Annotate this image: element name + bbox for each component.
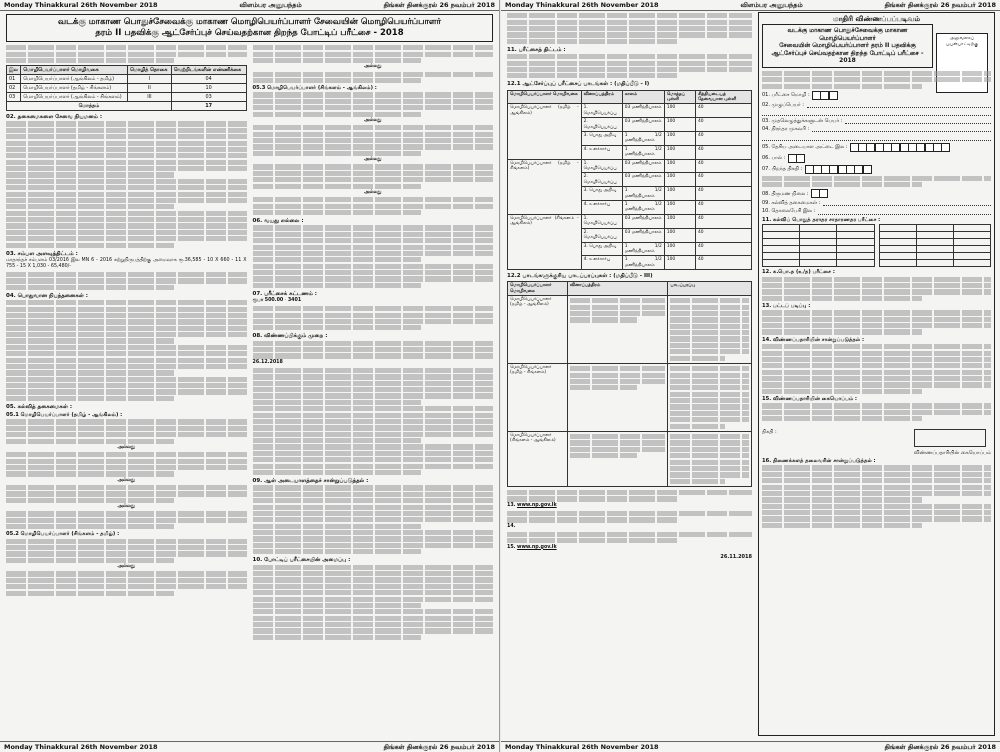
cell: 100 xyxy=(664,132,695,146)
cell: 40 xyxy=(695,187,751,201)
cell: 02 xyxy=(7,84,21,93)
checkbox-group[interactable] xyxy=(813,91,838,100)
cell: III xyxy=(128,93,172,102)
text-field[interactable] xyxy=(812,126,991,132)
salary-scale: மாதாந்தச் சம்பளம் 03/2016 இல MN 6 - 2016 சுற்றுநிருபத்திற்கு அமைவாக ரூ.36,585 - 10 X 660 - 11 X 755 - 15 X 1,030 - 65,480/- xyxy=(6,257,247,269)
form-heading xyxy=(762,24,933,68)
right-page-header xyxy=(501,0,1000,11)
signature-label: விண்ணப்பதாரியின் கையொப்பம் xyxy=(913,449,991,456)
section-053-heading: 05.3 மொழிபெயர்ப்பாளர் (சிங்களம் - ஆங்கிலம்) : xyxy=(252,85,377,92)
form-title: மாதிரி விண்ணப்பப்படிவம் xyxy=(832,15,921,23)
form-field-row xyxy=(762,200,991,206)
exam-fee: ரூபா 500.00 · 3401 xyxy=(252,298,302,304)
field-label: 09. கல்வித் தகைமைகள் : xyxy=(762,200,821,207)
cell: 03 மணித்தியாலம் xyxy=(622,173,664,187)
vacancy-header-count: வெற்றிடங்களின் எண்ணிக்கை xyxy=(171,66,246,75)
cell: மொழிபெயர்ப்பாளர் (ஆங்கிலம் - தமிழ்) xyxy=(21,75,128,84)
vacancy-header-no: இல xyxy=(7,66,21,75)
cell: 4. உளச்சார்பு xyxy=(581,145,622,159)
para-14 xyxy=(507,524,752,530)
cell: 40 xyxy=(695,201,751,215)
form-field-row xyxy=(762,102,991,108)
field-label: 10. தொலைபேசி இல : xyxy=(762,208,816,215)
cell: 100 xyxy=(664,214,695,228)
section-02-heading: 02. தகைமைகளை சேவை நியமனம் : xyxy=(6,114,103,121)
notice-title-line2: தரம் II பதவிக்கு ஆட்சேர்ப்புச் செய்வதற்கான திறந்த போட்டிப் பரீட்சை - 2018 xyxy=(95,28,404,38)
notice-title xyxy=(6,14,493,42)
date-label: திகதி : xyxy=(762,429,777,436)
section-05-heading: 05. கல்வித் தகைமைகள் : xyxy=(6,404,73,411)
para-15 xyxy=(507,545,752,551)
form-section-16: 16. திணைக்களத் தலைவரின் சான்றுப்படுத்தல் : xyxy=(762,457,876,464)
table-row xyxy=(7,84,247,93)
cell: 01 xyxy=(7,75,21,84)
form-field-row xyxy=(762,135,991,141)
and-label: அல்லது xyxy=(364,189,382,195)
cell: மொழிபெயர்ப்பாளர் (ஆங்கிலம் - சிங்களம்) xyxy=(21,93,128,102)
cell: 40 xyxy=(695,228,751,242)
cell: 40 xyxy=(695,173,751,187)
cell: 10 xyxy=(171,84,246,93)
cell: 3. பொது அறிவு xyxy=(581,187,622,201)
header-tamil-date: திங்கள் தினக்குரல் 26 நவம்பர் 2018 xyxy=(884,1,996,9)
field-label: 04. நிரந்தர முகவரி : xyxy=(762,126,810,133)
table-row xyxy=(7,75,247,84)
cell: மொழிபெயர்ப்பாளர் (சிங்களம் - ஆங்கிலம்) xyxy=(508,431,568,486)
form-section-14: 14. விண்ணப்பதாரியின் சான்றுப்படுத்தல் : xyxy=(762,336,865,343)
section-10-heading: 10. போட்டிப் பரீட்சையின் அமைப்பு : xyxy=(252,557,351,564)
footer-english-date: Monday Thinakkural 26th November 2018 xyxy=(4,743,158,751)
cell: 100 xyxy=(664,173,695,187)
section-04-heading: 04. பொதுவான நிபந்தனைகள் : xyxy=(6,292,88,299)
field-label: 07. பிறந்த திகதி : xyxy=(762,165,803,172)
cell: 03 மணித்தியாலம் xyxy=(622,159,664,173)
footer-tamil-date: திங்கள் தினக்குரல் 26 நவம்பர் 2018 xyxy=(383,743,495,751)
cell: மொழிபெயர்ப்பாளர் (தமிழ் - ஆங்கிலம்) xyxy=(508,296,568,364)
cell: மொழிபெயர்ப்பாளர் (தமிழ் - சிங்களம்) xyxy=(508,363,568,431)
field-label: 01. பரீட்சை மொழி : xyxy=(762,92,810,99)
table-row xyxy=(508,104,752,118)
text-field[interactable] xyxy=(807,102,991,108)
para-13-number: 13. xyxy=(507,502,516,508)
para-15-number: 15. xyxy=(507,544,516,550)
cell: மொழிபெயர்ப்பாளர் (தமிழ் - சிங்களம்) xyxy=(508,159,582,214)
left-page-header xyxy=(0,0,499,11)
cell: மொழிபெயர்ப்பாளர் (தமிழ் - ஆங்கிலம்) xyxy=(508,104,582,159)
cell: 1 1/2 மணித்தியாலம் xyxy=(622,145,664,159)
cell xyxy=(568,296,668,364)
form-section-13: 13. பட்டப் படிப்பு : xyxy=(762,302,811,309)
form-field-row xyxy=(762,118,991,124)
right-page-footer xyxy=(501,741,1000,752)
cell: 4. உளச்சார்பு xyxy=(581,201,622,215)
cell: 03 xyxy=(171,93,246,102)
text-field[interactable] xyxy=(823,200,991,206)
cell: 100 xyxy=(664,145,695,159)
header-section: விளம்பர அனுபந்தம் xyxy=(740,1,803,9)
cell: 2. மொழிபெயர்ப்பு xyxy=(581,173,622,187)
section-051-heading: 05.1 மொழிபெயர்ப்பாளர் (தமிழ் - ஆங்கிலம்) : xyxy=(6,412,123,419)
cell: 40 xyxy=(695,118,751,132)
revenue-code: 3401 xyxy=(287,298,302,304)
field-label: 02. முழுப்பெயர் : xyxy=(762,101,804,108)
cell: 100 xyxy=(664,159,695,173)
cell: I xyxy=(128,75,172,84)
cell xyxy=(668,363,752,431)
cell: 100 xyxy=(664,118,695,132)
exam-header-time: காலம் xyxy=(622,90,664,104)
syllabus-header-type: மொழிபெயர்ப்பாளர் மொழிவகை xyxy=(508,282,568,296)
cell: 1 1/2 மணித்தியாலம் xyxy=(622,242,664,256)
form-field-row xyxy=(762,143,991,152)
field-label: 06. பால் : xyxy=(762,154,786,161)
section-11-heading: 11. பரீட்சைத் திட்டம் : xyxy=(507,46,566,53)
table-row xyxy=(508,159,752,173)
cell: 100 xyxy=(664,228,695,242)
text-field[interactable] xyxy=(818,209,991,215)
application-form xyxy=(758,12,995,736)
notice-title-line1: வடக்கு மாகாண பொதுச்சேவைக்கு மாகாண மொழிபெயர்ப்பாளர் சேவையின் மொழிபெயர்ப்பாளர் xyxy=(57,17,442,27)
exam-header-paper: வினாப்பத்திரம் xyxy=(581,90,622,104)
cell: 04 xyxy=(171,75,246,84)
text-field[interactable] xyxy=(845,118,991,124)
cell: 3. பொது அறிவு xyxy=(581,132,622,146)
cell: 4. உளச்சார்பு xyxy=(581,256,622,270)
cell: 40 xyxy=(695,214,751,228)
cell xyxy=(668,296,752,364)
cell: 03 மணித்தியாலம் xyxy=(622,228,664,242)
cell: 100 xyxy=(664,256,695,270)
gender-boxes[interactable] xyxy=(788,154,805,163)
right-column-2 xyxy=(758,12,995,740)
signature-row xyxy=(762,429,991,456)
para-14-number: 14. xyxy=(507,523,516,529)
and-label: அல்லது xyxy=(117,444,135,450)
vacancy-table xyxy=(6,65,247,111)
para-13 xyxy=(507,503,752,509)
cell: 40 xyxy=(695,145,751,159)
cell: மொழிபெயர்ப்பாளர் (தமிழ் - சிங்களம்) xyxy=(21,84,128,93)
section-121-heading: 12.1 ஆட்சேர்ப்புப் பரீட்சைப் பாடங்கள் : (மதிப்பீடு - I) xyxy=(507,81,650,88)
text-field[interactable] xyxy=(762,110,991,116)
and-label: அல்லது xyxy=(364,117,382,123)
cell: 100 xyxy=(664,187,695,201)
section-09-heading: 09. ஆள் அடையாளத்தைச் சான்றுப்படுத்தல் : xyxy=(252,478,369,485)
exam-header-pass: சித்தியடையத் தேவையான புள்ளி xyxy=(695,90,751,104)
ol-results-table-2 xyxy=(879,224,992,267)
cell xyxy=(668,431,752,486)
syllabus-header-content: பாடப்பரப்பு xyxy=(668,282,752,296)
right-page xyxy=(501,0,1000,752)
office-use-box: அலுவலகப் பயன்பாட்டிற்கு xyxy=(936,33,988,93)
cell: 2. மொழிபெயர்ப்பு xyxy=(581,118,622,132)
fee-amount: ரூபா 500.00 xyxy=(252,298,284,304)
form-section-15: 15. விண்ணப்பதாரியின் கையொப்பம் : xyxy=(762,395,858,402)
section-052-heading: 05.2 மொழிபெயர்ப்பாளர் (சிங்களம் - தமிழ்) : xyxy=(6,531,120,538)
form-field-row xyxy=(762,154,991,163)
cell: 03 மணித்தியாலம் xyxy=(622,104,664,118)
cell: 40 xyxy=(695,242,751,256)
closing-date: 26.12.2018 xyxy=(252,359,283,365)
signature-box[interactable] xyxy=(914,429,986,447)
cell: 40 xyxy=(695,159,751,173)
cell: 3. பொது அறிவு xyxy=(581,242,622,256)
cell: மொழிபெயர்ப்பாளர் (சிங்களம் - ஆங்கிலம்) xyxy=(508,214,582,269)
form-field-row xyxy=(762,165,991,174)
table-row xyxy=(508,363,752,431)
cell: 1. மொழிபெயர்ப்பு xyxy=(581,104,622,118)
cell: 03 xyxy=(7,93,21,102)
form-heading-line1: வடக்கு மாகாண பொதுச்சேவைக்கு மாகாண மொழிபெயர்ப்பாளர் xyxy=(787,27,908,42)
dob-boxes[interactable] xyxy=(805,165,872,174)
exam-header-marks: மொத்தப் புள்ளி xyxy=(664,90,695,104)
left-column-1 xyxy=(6,44,247,641)
notice-date: 26.11.2018 xyxy=(720,553,752,560)
and-label: அல்லது xyxy=(364,157,382,163)
table-row xyxy=(508,296,752,364)
vacancy-header-group: மொழித் தொகை xyxy=(128,66,172,75)
nic-boxes[interactable] xyxy=(851,143,951,152)
cell: 1 1/2 மணித்தியாலம் xyxy=(622,201,664,215)
form-field-row xyxy=(762,208,991,214)
cell: 1. மொழிபெயர்ப்பு xyxy=(581,214,622,228)
exam-header-type: மொழிபெயர்ப்பாளர் மொழிவகை xyxy=(508,90,582,104)
marital-boxes[interactable] xyxy=(812,189,829,198)
section-06-heading: 06. வயது எல்லை : xyxy=(252,218,304,225)
and-label: அல்லது xyxy=(117,564,135,570)
right-column-1 xyxy=(507,12,752,740)
table-row xyxy=(508,431,752,486)
cell: 1. மொழிபெயர்ப்பு xyxy=(581,159,622,173)
syllabus-header-paper: வினாப்பத்திரம் xyxy=(568,282,668,296)
cell: 03 மணித்தியாலம் xyxy=(622,118,664,132)
section-122-heading: 12.2 பாடங்களுக்குரிய பாடப்பரப்புகள் : (மதிப்பீடு - III) xyxy=(507,273,653,280)
cell: 100 xyxy=(664,201,695,215)
cell: 100 xyxy=(664,242,695,256)
and-label: அல்லது xyxy=(117,477,135,483)
cell: 1 1/2 மணித்தியாலம் xyxy=(622,132,664,146)
and-label: அல்லது xyxy=(117,504,135,510)
field-label: 03. முதலெழுத்துக்களுடன் பெயர் : xyxy=(762,118,843,125)
form-heading-line2: சேவையின் மொழிபெயர்ப்பாளர் தரம் II பதவிக்கு ஆட்சேர்ப்புச் செய்வதற்கான திறந்த போட்டிப் பரீட்சை - 2018 xyxy=(771,42,924,65)
header-section: விளம்பர அனுபந்தம் xyxy=(239,1,302,9)
left-page-footer xyxy=(0,741,499,752)
cell xyxy=(568,431,668,486)
form-section-12: 12. க.பொ.த (உ/த) பரீட்சை : xyxy=(762,269,835,276)
syllabus-table xyxy=(507,281,752,487)
website-link-1[interactable]: www.np.gov.lk xyxy=(517,502,557,508)
website-link-2[interactable]: www.np.gov.lk xyxy=(517,544,557,550)
form-field-row xyxy=(762,110,991,116)
cell: 03 மணித்தியாலம் xyxy=(622,214,664,228)
footer-english-date: Monday Thinakkural 26th November 2018 xyxy=(505,743,659,751)
table-row xyxy=(508,214,752,228)
vacancy-header-type: மொழிபெயர்ப்பாளர் மொழிவகை xyxy=(21,66,128,75)
header-tamil-date: திங்கள் தினக்குரல் 26 நவம்பர் 2018 xyxy=(383,1,495,9)
section-07-heading: 07. பரீட்சைக் கட்டணம் : xyxy=(252,290,317,297)
form-section-11: 11. கல்விப் பொதுத் தராதர சாதாரணதர பரீட்சை : xyxy=(762,216,881,223)
section-03-heading: 03. சம்பள அளவுத்திட்டம் : xyxy=(6,250,78,257)
cell: 1 1/2 மணித்தியாலம் xyxy=(622,187,664,201)
total-value: 17 xyxy=(171,102,246,111)
table-total-row xyxy=(7,102,247,111)
section-08-heading: 08. விண்ணப்பிக்கும் முறை : xyxy=(252,333,328,340)
cell: 2. மொழிபெயர்ப்பு xyxy=(581,228,622,242)
total-label: மொத்தம் xyxy=(7,102,172,111)
header-english-date: Monday Thinakkural 26th November 2018 xyxy=(4,1,158,9)
field-label: 08. திருமண நிலை : xyxy=(762,190,809,197)
cell: 100 xyxy=(664,104,695,118)
cell: 40 xyxy=(695,104,751,118)
table-row xyxy=(7,93,247,102)
and-label: அல்லது xyxy=(364,64,382,70)
cell: 1 1/2 மணித்தியாலம் xyxy=(622,256,664,270)
cell: 40 xyxy=(695,132,751,146)
field-label: 05. தேசிய அடையாள அட்டை இல : xyxy=(762,143,848,150)
cell: 40 xyxy=(695,256,751,270)
text-field[interactable] xyxy=(762,135,991,141)
form-field-row xyxy=(762,189,991,198)
ol-results-table xyxy=(762,224,875,267)
footer-tamil-date: திங்கள் தினக்குரல் 26 நவம்பர் 2018 xyxy=(884,743,996,751)
exam-scheme-table xyxy=(507,90,752,271)
form-field-row xyxy=(762,126,991,132)
cell xyxy=(568,363,668,431)
left-column-2 xyxy=(253,44,494,641)
header-english-date: Monday Thinakkural 26th November 2018 xyxy=(505,1,659,9)
cell: II xyxy=(128,84,172,93)
